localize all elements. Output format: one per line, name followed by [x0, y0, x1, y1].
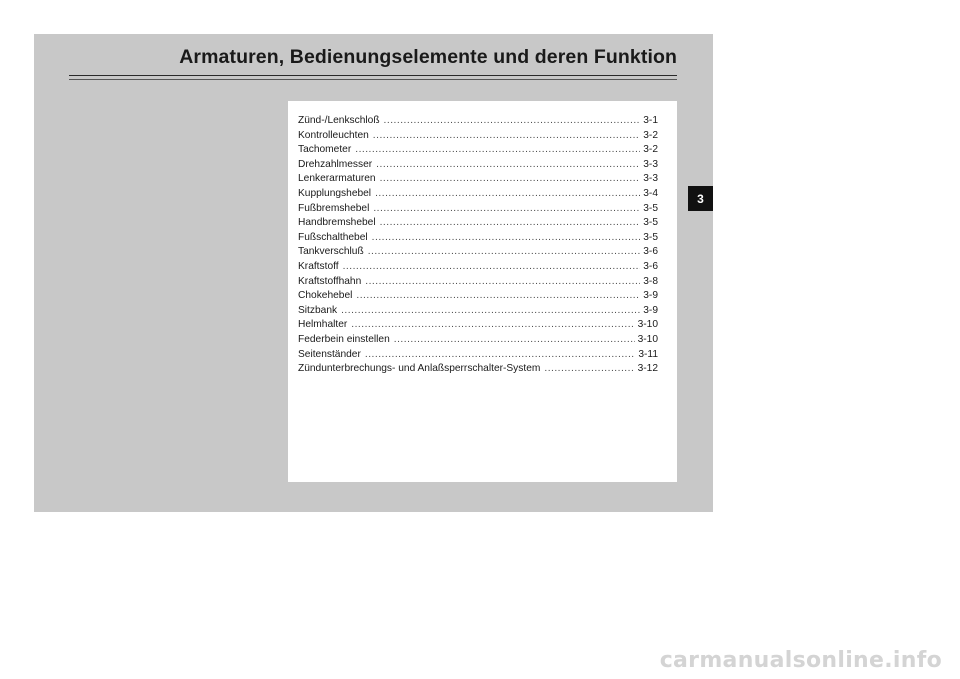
- toc-item-page: 3-1: [643, 115, 658, 126]
- toc-item-label: Fußschalthebel: [298, 231, 368, 243]
- toc-item[interactable]: [298, 334, 658, 349]
- toc-leader-dots: [355, 144, 640, 155]
- toc-item-label: Kraftstoff: [298, 260, 339, 272]
- chapter-tab[interactable]: 3: [688, 186, 713, 211]
- toc-item-page: 3-12: [637, 363, 658, 375]
- toc-item-label: Tachometer: [298, 144, 352, 156]
- toc-leader-dots: [343, 261, 641, 272]
- toc-item-page: 3-11: [638, 348, 658, 360]
- chapter-title: Armaturen, Bedienungselemente und deren Funktion: [179, 46, 677, 68]
- toc-leader-dots: [341, 305, 640, 316]
- toc-leader-dots: [372, 232, 641, 243]
- toc-leader-dots: [376, 159, 640, 170]
- toc-leader-dots: [380, 217, 641, 228]
- toc-item-label: Fußbremshebel: [298, 202, 370, 214]
- toc-leader-dots: [373, 130, 640, 141]
- toc-item-label: Seitenständer: [298, 348, 361, 360]
- toc-leader-dots: [373, 203, 640, 214]
- watermark: carmanualsonline.info: [659, 648, 942, 673]
- toc-item-page: 3-6: [643, 246, 658, 258]
- toc-item[interactable]: [298, 188, 658, 203]
- toc-item-label: Zündunterbrechungs- und Anlaßsperrschalter-System: [298, 363, 541, 375]
- toc-item[interactable]: [298, 276, 658, 291]
- toc-leader-dots: [380, 173, 641, 184]
- toc-item[interactable]: [298, 130, 658, 145]
- toc-item-page: 3-10: [637, 333, 658, 345]
- toc-item[interactable]: [298, 305, 658, 320]
- toc-item[interactable]: [298, 363, 658, 378]
- toc-item-label: Chokehebel: [298, 290, 353, 302]
- toc-item-label: Kontrolleuchten: [298, 129, 369, 141]
- toc-leader-dots: [365, 276, 640, 287]
- toc-item-label: Helmhalter: [298, 319, 348, 331]
- toc-list: [298, 115, 658, 378]
- toc-item[interactable]: [298, 232, 658, 247]
- toc-item-page: 3-8: [643, 275, 658, 287]
- toc-item[interactable]: [298, 159, 658, 174]
- toc-item[interactable]: [298, 349, 658, 364]
- toc-item[interactable]: [298, 144, 658, 159]
- toc-item[interactable]: [298, 261, 658, 276]
- toc-item-page: 3-5: [643, 217, 658, 229]
- toc-item-label: Sitzbank: [298, 304, 338, 316]
- toc-item[interactable]: [298, 290, 658, 305]
- toc-leader-dots: [394, 334, 635, 345]
- toc-item[interactable]: [298, 173, 658, 188]
- toc-item[interactable]: [298, 319, 658, 334]
- toc-item-label: Zünd-/Lenkschloß: [298, 115, 380, 126]
- toc-item-page: 3-2: [643, 129, 658, 141]
- toc-item-page: 3-10: [637, 319, 658, 331]
- toc-item-page: 3-6: [643, 260, 658, 272]
- manual-page: [34, 34, 713, 512]
- toc-leader-dots: [384, 115, 641, 126]
- toc-item-page: 3-5: [643, 202, 658, 214]
- toc-item-page: 3-3: [643, 158, 658, 170]
- table-of-contents: [288, 101, 677, 482]
- toc-leader-dots: [375, 188, 640, 199]
- toc-leader-dots: [365, 349, 635, 360]
- toc-item[interactable]: [298, 115, 658, 130]
- toc-item[interactable]: [298, 217, 658, 232]
- toc-item-page: 3-9: [643, 290, 658, 302]
- toc-item-label: Tankverschluß: [298, 246, 364, 258]
- toc-leader-dots: [356, 290, 640, 301]
- toc-item[interactable]: [298, 203, 658, 218]
- toc-item-page: 3-4: [643, 187, 658, 199]
- toc-item-page: 3-3: [643, 173, 658, 185]
- toc-item-page: 3-5: [643, 231, 658, 243]
- title-rule: [69, 75, 677, 76]
- toc-item-label: Lenkerarmaturen: [298, 173, 376, 185]
- toc-item[interactable]: [298, 246, 658, 261]
- title-rule-secondary: [69, 79, 677, 80]
- toc-leader-dots: [351, 319, 634, 330]
- toc-item-label: Kupplungshebel: [298, 187, 372, 199]
- toc-item-label: Drehzahlmesser: [298, 158, 373, 170]
- toc-item-label: Kraftstoffhahn: [298, 275, 362, 287]
- toc-item-label: Federbein einstellen: [298, 333, 390, 345]
- toc-item-page: 3-2: [643, 144, 658, 156]
- toc-leader-dots: [368, 246, 641, 257]
- toc-item-page: 3-9: [643, 304, 658, 316]
- toc-item-label: Handbremshebel: [298, 217, 376, 229]
- toc-leader-dots: [544, 363, 634, 374]
